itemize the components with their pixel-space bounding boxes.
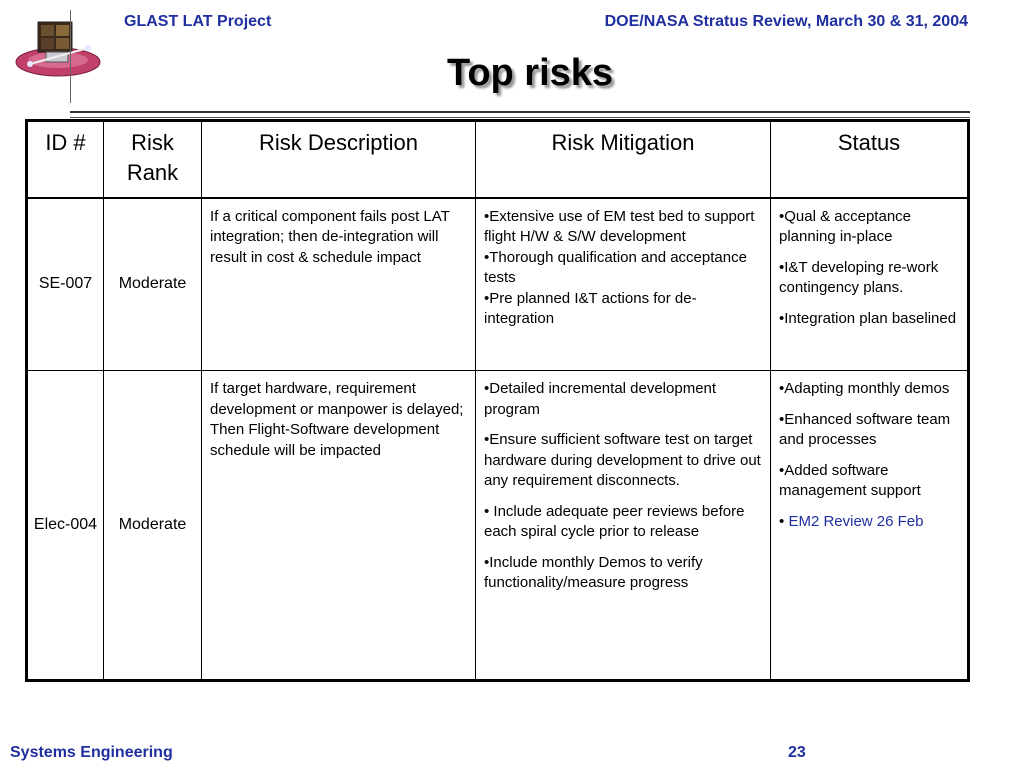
risk-id: SE-007 — [27, 198, 104, 371]
status-item: •Enhanced software team and processes — [779, 410, 951, 448]
description-text: If target hardware, requirement development or manpower is delayed; Then Flight-Software development schedule will be impacted — [210, 380, 464, 459]
mitigation-item: •Thorough qualification and acceptance tests — [484, 248, 747, 286]
risk-table — [25, 119, 970, 682]
project-name: GLAST LAT Project — [124, 13, 272, 30]
em2-review-link[interactable]: EM2 Review 26 Feb — [788, 512, 924, 530]
status-item: •Added software management support — [779, 461, 921, 499]
mitigation-item: •Pre planned I&T actions for de-integration — [484, 289, 697, 327]
column-header-status: Status — [771, 121, 969, 198]
mitigation-item: • Include adequate peer reviews before each spiral cycle prior to release — [484, 502, 745, 540]
mitigation-item: •Extensive use of EM test bed to support flight H/W & S/W development — [484, 207, 755, 245]
footer-section: Systems Engineering — [10, 744, 173, 761]
column-header-mitigation: Risk Mitigation — [476, 121, 771, 198]
risk-status — [771, 371, 969, 681]
status-item-link-row — [779, 512, 959, 533]
risk-id: Elec-004 — [27, 371, 104, 681]
link-bullet: • — [779, 512, 785, 530]
review-name: DOE/NASA Stratus Review, March 30 & 31, 2004 — [604, 13, 968, 30]
table-row — [27, 371, 969, 681]
risk-description — [202, 198, 476, 371]
risk-rank: Moderate — [104, 198, 202, 371]
column-header-id: ID # — [27, 121, 104, 198]
risk-mitigation — [476, 198, 771, 371]
title-rule — [70, 111, 970, 113]
column-header-rank: Risk Rank — [104, 121, 202, 198]
status-item: •I&T developing re-work contingency plans. — [779, 258, 939, 296]
risk-description — [202, 371, 476, 681]
column-header-description: Risk Description — [202, 121, 476, 198]
mitigation-item: •Detailed incremental development program — [484, 380, 717, 418]
page-number: 23 — [788, 744, 806, 761]
title-rule-thin — [70, 117, 970, 118]
status-item: •Adapting monthly demos — [779, 380, 950, 397]
risk-rank: Moderate — [104, 371, 202, 681]
table-row — [27, 198, 969, 371]
mitigation-item: •Ensure sufficient software test on target hardware during development to drive out any requirement disconnects. — [484, 431, 761, 489]
description-text: If a critical component fails post LAT integration; then de-integration will result in cost & schedule impact — [210, 207, 450, 266]
status-item: •Integration plan baselined — [779, 309, 957, 327]
page-title: Top risks — [446, 52, 614, 94]
table-header-row — [27, 121, 969, 198]
mitigation-item: •Include monthly Demos to verify functionality/measure progress — [484, 553, 703, 591]
risk-mitigation — [476, 371, 771, 681]
status-item: •Qual & acceptance planning in-place — [779, 207, 911, 245]
risk-status — [771, 198, 969, 371]
